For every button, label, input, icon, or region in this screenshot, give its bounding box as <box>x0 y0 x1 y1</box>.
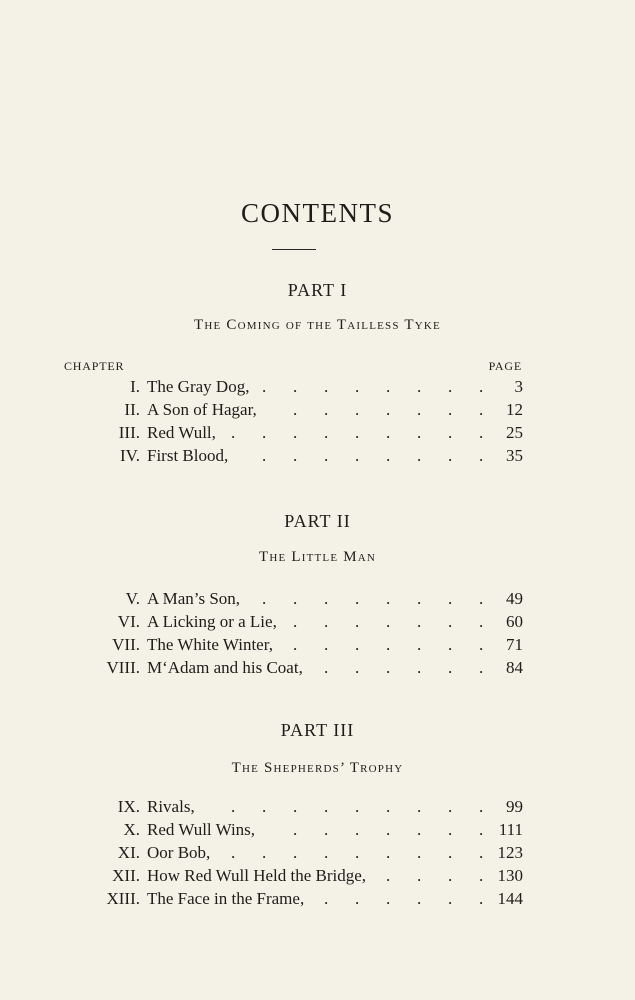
leader-dot: . <box>355 423 360 442</box>
leader-dot: . <box>448 612 453 631</box>
leader-dot: . <box>293 589 298 608</box>
leader-dot: . <box>448 889 453 908</box>
chapter-column-header: CHAPTER <box>64 359 125 373</box>
chapter-number: XII. <box>112 866 140 885</box>
leader-dot: . <box>386 843 391 862</box>
leader-dot: . <box>448 635 453 654</box>
leader-dot: . <box>479 843 484 862</box>
chapter-title: M‘Adam and his Coat, <box>147 658 303 677</box>
chapter-list <box>0 377 635 469</box>
leader-dot: . <box>324 400 329 419</box>
leader-dot: . <box>448 589 453 608</box>
leader-dot: . <box>293 423 298 442</box>
chapter-number: XIII. <box>106 889 140 908</box>
chapter-number: XI. <box>117 843 140 862</box>
chapter-number: VI. <box>117 612 140 631</box>
leader-dot: . <box>386 589 391 608</box>
leader-dot: . <box>386 377 391 396</box>
chapter-title: Red Wull, <box>147 423 216 442</box>
leader-dot: . <box>479 658 484 677</box>
leader-dot: . <box>231 423 236 442</box>
leader-dot: . <box>324 889 329 908</box>
chapter-page: 25 <box>506 423 523 442</box>
leader-dot: . <box>448 423 453 442</box>
part-heading: PART III <box>280 720 355 740</box>
chapter-title: The Face in the Frame, <box>147 889 305 908</box>
leader-dot: . <box>324 612 329 631</box>
leader-dot: . <box>386 797 391 816</box>
leader-dot: . <box>293 377 298 396</box>
leader-dot: . <box>355 635 360 654</box>
chapter-number: VII. <box>112 635 140 654</box>
leader-dot: . <box>448 446 453 465</box>
chapter-title: A Man’s Son, <box>147 589 241 608</box>
chapter-title: Rivals, <box>147 797 195 816</box>
chapter-number: III. <box>118 423 140 442</box>
chapter-page: 111 <box>498 820 523 839</box>
leader-dot: . <box>355 889 360 908</box>
part-subtitle: The Shepherds’ Trophy <box>231 760 404 776</box>
leader-dot: . <box>293 843 298 862</box>
part-heading: PART II <box>284 511 351 531</box>
leader-dot: . <box>417 866 422 885</box>
leader-dot: . <box>355 589 360 608</box>
part-subtitle: The Little Man <box>258 549 377 565</box>
leader-dot: . <box>417 377 422 396</box>
chapter-title: First Blood, <box>147 446 229 465</box>
leader-dot: . <box>324 797 329 816</box>
leader-dot: . <box>417 797 422 816</box>
leader-dot: . <box>324 635 329 654</box>
leader-dot: . <box>479 589 484 608</box>
leader-dot: . <box>231 797 236 816</box>
leader-dot: . <box>448 866 453 885</box>
chapter-entry[interactable] <box>0 377 635 400</box>
leader-dot: . <box>417 423 422 442</box>
part-subtitle: The Coming of the Tailless Tyke <box>194 317 441 333</box>
leader-dot: . <box>386 658 391 677</box>
chapter-title: Oor Bob, <box>147 843 211 862</box>
chapter-list <box>0 797 635 912</box>
page-column-header: PAGE <box>488 359 522 373</box>
leader-dot: . <box>417 820 422 839</box>
leader-dot: . <box>355 377 360 396</box>
leader-dot: . <box>324 843 329 862</box>
leader-dot: . <box>262 843 267 862</box>
chapter-entry[interactable] <box>0 843 635 866</box>
leader-dot: . <box>479 889 484 908</box>
title-rule <box>272 249 316 250</box>
leader-dot: . <box>417 400 422 419</box>
page-title: CONTENTS <box>241 198 394 228</box>
leader-dot: . <box>293 820 298 839</box>
chapter-entry[interactable] <box>0 866 635 889</box>
leader-dot: . <box>324 589 329 608</box>
leader-dot: . <box>417 658 422 677</box>
chapter-page: 3 <box>514 377 523 396</box>
leader-dot: . <box>293 635 298 654</box>
chapter-number: X. <box>123 820 140 839</box>
chapter-number: IX. <box>117 797 140 816</box>
leader-dot: . <box>479 866 484 885</box>
leader-dot: . <box>448 820 453 839</box>
chapter-page: 84 <box>506 658 523 677</box>
leader-dot: . <box>448 843 453 862</box>
leader-dot: . <box>324 377 329 396</box>
leader-dot: . <box>479 797 484 816</box>
leader-dot: . <box>355 797 360 816</box>
leader-dot: . <box>231 843 236 862</box>
leader-dot: . <box>355 612 360 631</box>
leader-dot: . <box>386 635 391 654</box>
leader-dot: . <box>479 423 484 442</box>
leader-dot: . <box>355 400 360 419</box>
chapter-page: 12 <box>506 400 523 419</box>
chapter-page: 49 <box>506 589 523 608</box>
leader-dot: . <box>448 377 453 396</box>
leader-dot: . <box>479 400 484 419</box>
leader-dot: . <box>386 889 391 908</box>
leader-dot: . <box>355 843 360 862</box>
leader-dot: . <box>417 635 422 654</box>
leader-dot: . <box>293 400 298 419</box>
chapter-title: The White Winter, <box>147 635 273 654</box>
chapter-entry[interactable] <box>0 612 635 635</box>
leader-dot: . <box>417 889 422 908</box>
leader-dot: . <box>417 446 422 465</box>
leader-dot: . <box>386 446 391 465</box>
chapter-number: V. <box>125 589 140 608</box>
leader-dot: . <box>355 820 360 839</box>
leader-dot: . <box>355 658 360 677</box>
chapter-title: A Son of Hagar, <box>147 400 257 419</box>
chapter-page: 99 <box>506 797 523 816</box>
leader-dot: . <box>386 820 391 839</box>
chapter-entry[interactable] <box>0 400 635 423</box>
leader-dot: . <box>262 797 267 816</box>
chapter-title: How Red Wull Held the Bridge, <box>147 866 367 885</box>
chapter-number: IV. <box>120 446 140 465</box>
chapter-list <box>0 589 635 681</box>
leader-dot: . <box>479 635 484 654</box>
leader-dot: . <box>417 843 422 862</box>
leader-dot: . <box>386 866 391 885</box>
leader-dot: . <box>324 446 329 465</box>
chapter-entry[interactable] <box>0 889 635 912</box>
leader-dot: . <box>262 377 267 396</box>
leader-dot: . <box>417 612 422 631</box>
chapter-entry[interactable] <box>0 423 635 446</box>
chapter-entry[interactable] <box>0 446 635 469</box>
leader-dot: . <box>479 820 484 839</box>
leader-dot: . <box>324 423 329 442</box>
leader-dot: . <box>386 400 391 419</box>
chapter-page: 35 <box>506 446 523 465</box>
leader-dot: . <box>479 377 484 396</box>
leader-dot: . <box>324 820 329 839</box>
part-heading: PART I <box>287 280 348 300</box>
chapter-entry[interactable] <box>0 820 635 843</box>
chapter-page: 71 <box>506 635 523 654</box>
leader-dot: . <box>448 658 453 677</box>
leader-dot: . <box>293 446 298 465</box>
leader-dot: . <box>293 797 298 816</box>
leader-dot: . <box>355 446 360 465</box>
chapter-title: The Gray Dog, <box>147 377 250 396</box>
chapter-entry[interactable] <box>0 797 635 820</box>
chapter-page: 144 <box>497 889 523 908</box>
chapter-entry[interactable] <box>0 635 635 658</box>
leader-dot: . <box>479 612 484 631</box>
leader-dot: . <box>448 797 453 816</box>
leader-dot: . <box>448 400 453 419</box>
chapter-entry[interactable] <box>0 658 635 681</box>
chapter-number: VIII. <box>106 658 140 677</box>
leader-dot: . <box>324 658 329 677</box>
chapter-page: 123 <box>497 843 523 862</box>
chapter-title: Red Wull Wins, <box>147 820 256 839</box>
chapter-page: 60 <box>506 612 523 631</box>
leader-dot: . <box>386 423 391 442</box>
chapter-number: II. <box>124 400 140 419</box>
leader-dot: . <box>262 446 267 465</box>
chapter-number: I. <box>130 377 140 396</box>
chapter-title: A Licking or a Lie, <box>147 612 277 631</box>
leader-dot: . <box>386 612 391 631</box>
leader-dot: . <box>479 446 484 465</box>
leader-dot: . <box>262 423 267 442</box>
leader-dot: . <box>262 589 267 608</box>
chapter-entry[interactable] <box>0 589 635 612</box>
leader-dot: . <box>417 589 422 608</box>
leader-dot: . <box>293 612 298 631</box>
chapter-page: 130 <box>497 866 523 885</box>
